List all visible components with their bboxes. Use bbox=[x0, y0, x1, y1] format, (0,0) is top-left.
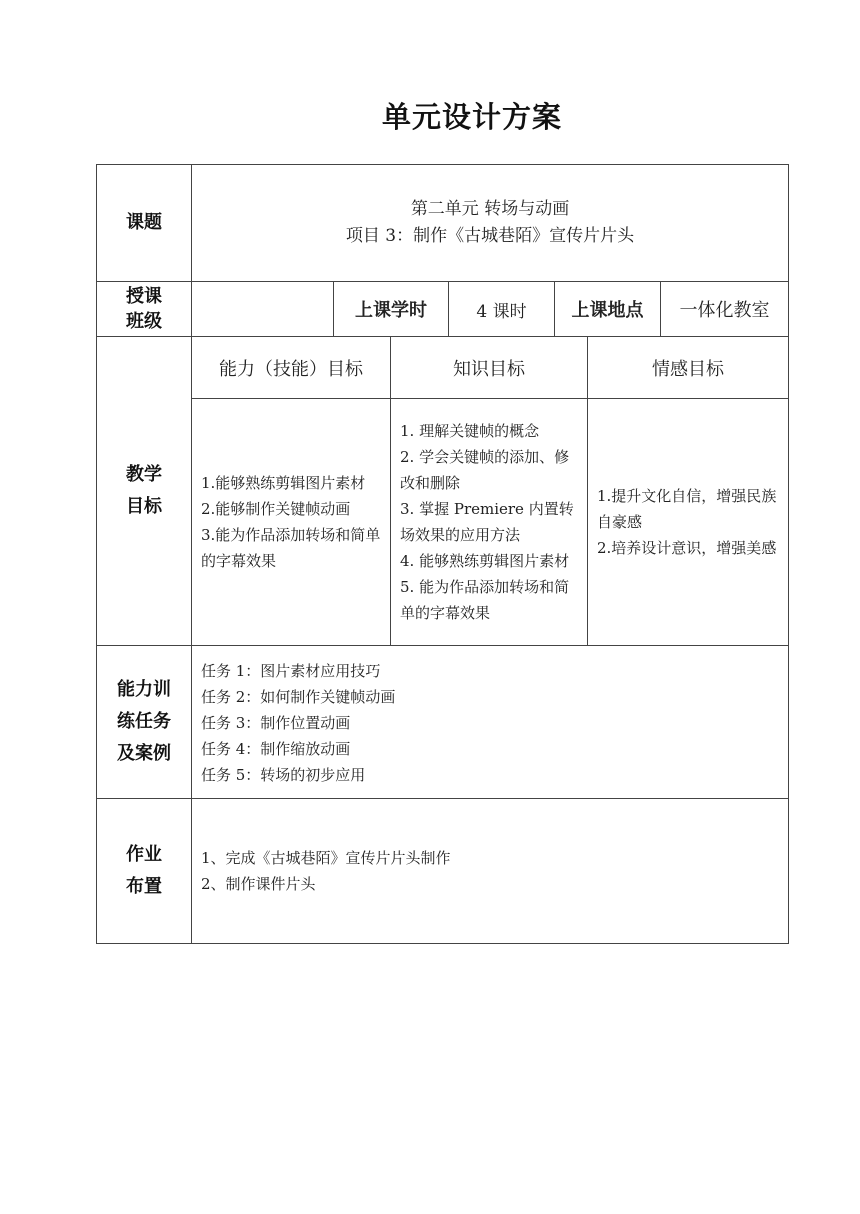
knowledge-goal-item: 1. 理解关键帧的概念 bbox=[400, 422, 540, 440]
emotion-goal-list bbox=[588, 399, 789, 646]
topic-project-title: 项目 3：制作《古城巷陌》宣传片片头 bbox=[345, 226, 635, 246]
place-label: 上课地点 bbox=[555, 282, 661, 337]
hours-value: 4 课时 bbox=[449, 282, 555, 337]
place-value: 一体化教室 bbox=[661, 282, 789, 337]
task-item: 任务 4：制作缩放动画 bbox=[201, 740, 351, 758]
homework-item: 1、完成《古城巷陌》宣传片片头制作 bbox=[201, 849, 451, 867]
knowledge-goal-item: 5. 能为作品添加转场和简单的字幕效果 bbox=[400, 578, 570, 622]
topic-content bbox=[192, 165, 789, 282]
hours-label: 上课学时 bbox=[334, 282, 449, 337]
topic-unit-title: 第二单元 转场与动画 bbox=[410, 199, 570, 219]
emotion-goal-item: 2.培养设计意识，增强美感 bbox=[597, 539, 777, 557]
knowledge-goal-item: 2. 学会关键帧的添加、修改和删除 bbox=[400, 448, 570, 492]
objectives-header-row bbox=[97, 337, 789, 399]
knowledge-goal-item: 4. 能够熟练剪辑图片素材 bbox=[400, 552, 570, 570]
homework-label: 作业 布置 bbox=[97, 799, 192, 944]
tasks-row bbox=[97, 646, 789, 799]
task-item: 任务 1：图片素材应用技巧 bbox=[201, 662, 381, 680]
task-item: 任务 2：如何制作关键帧动画 bbox=[201, 688, 396, 706]
knowledge-goal-header: 知识目标 bbox=[391, 337, 588, 399]
knowledge-goal-item: 3. 掌握 Premiere 内置转场效果的应用方法 bbox=[400, 500, 574, 544]
emotion-goal-header: 情感目标 bbox=[588, 337, 789, 399]
unit-plan-table bbox=[96, 164, 789, 944]
homework-item: 2、制作课件片头 bbox=[201, 875, 316, 893]
ability-goal-item: 1.能够熟练剪辑图片素材 bbox=[201, 474, 366, 492]
class-row bbox=[97, 282, 789, 337]
objectives-content-row bbox=[97, 399, 789, 646]
class-value bbox=[192, 282, 334, 337]
document-title: 单元设计方案 bbox=[381, 100, 562, 134]
homework-list bbox=[192, 799, 789, 944]
tasks-label: 能力训 练任务 及案例 bbox=[97, 646, 192, 799]
homework-row bbox=[97, 799, 789, 944]
knowledge-goal-list bbox=[391, 399, 588, 646]
ability-goal-list bbox=[192, 399, 391, 646]
tasks-list bbox=[192, 646, 789, 799]
ability-goal-item: 3.能为作品添加转场和简单的字幕效果 bbox=[201, 526, 381, 570]
ability-goal-item: 2.能够制作关键帧动画 bbox=[201, 500, 351, 518]
objectives-label: 教学 目标 bbox=[97, 337, 192, 646]
class-label: 授课 班级 bbox=[97, 282, 192, 337]
ability-goal-header: 能力（技能）目标 bbox=[192, 337, 391, 399]
task-item: 任务 3：制作位置动画 bbox=[201, 714, 351, 732]
task-item: 任务 5：转场的初步应用 bbox=[201, 766, 366, 784]
topic-row bbox=[97, 165, 789, 282]
topic-label: 课题 bbox=[97, 165, 192, 282]
emotion-goal-item: 1.提升文化自信，增强民族自豪感 bbox=[597, 487, 777, 531]
